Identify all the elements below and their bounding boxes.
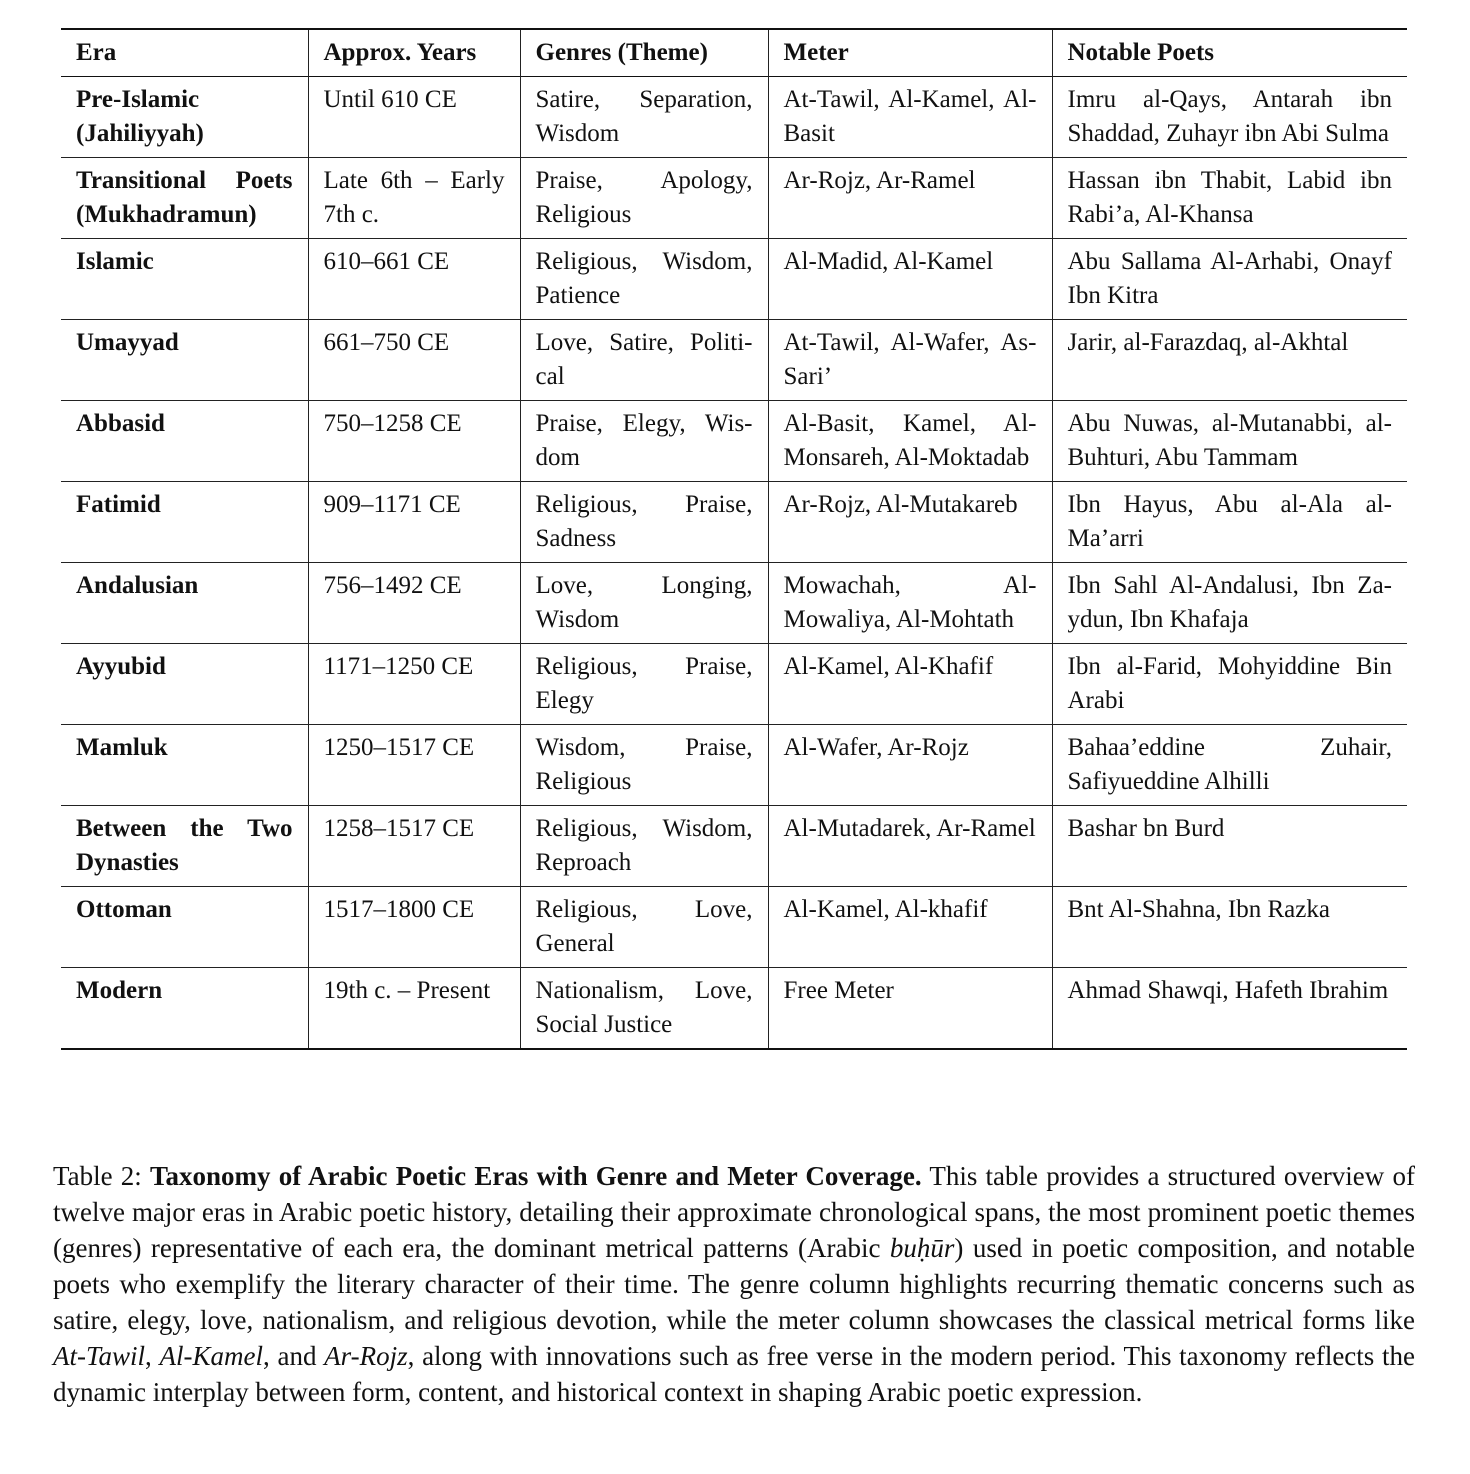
- era-cell: Ottoman: [76, 895, 172, 923]
- years-cell: 1517–1800 CE: [308, 886, 520, 967]
- poets-cell: Hassan ibn Thabit, Labid ibn Rabi’a, Al-Khansa: [1052, 157, 1407, 238]
- caption-text: This table provides a structured overview of twelve major eras in Arabic poetic history, detailing their approximate chronological spans, the most prominent poetic themes (genres) representative of each era, the dominant metrical patterns (Arabic: [53, 1161, 1415, 1263]
- table-row: [61, 76, 1407, 157]
- genres-cell: Religious, Wisdom, Patience: [520, 238, 768, 319]
- poets-cell: Ibn al-Farid, Mohyiddine Bin Arabi: [1052, 643, 1407, 724]
- poets-cell: Bashar bn Burd: [1052, 805, 1407, 886]
- table-row: [61, 481, 1407, 562]
- poets-cell: Ahmad Shawqi, Hafeth Ibrahim: [1052, 967, 1407, 1049]
- genres-cell: Nationalism, Love, Social Justice: [520, 967, 768, 1049]
- table-caption: [53, 1158, 1415, 1410]
- years-cell: 610–661 CE: [308, 238, 520, 319]
- poetic-eras-table-container: [61, 28, 1407, 1050]
- table-row: [61, 724, 1407, 805]
- genres-cell: Religious, Love, General: [520, 886, 768, 967]
- table-row: [61, 562, 1407, 643]
- genres-cell: Satire, Separation, Wisdom: [520, 76, 768, 157]
- caption-term: buḥūr: [889, 1233, 955, 1263]
- poets-cell: Imru al-Qays, Antarah ibn Shaddad, Zuhayr ibn Abi Sulma: [1052, 76, 1407, 157]
- genres-cell: Praise, Apology, Religious: [520, 157, 768, 238]
- caption-separator: , and: [263, 1341, 325, 1371]
- era-cell: Transitional Poets (Mukhadramun): [76, 166, 293, 228]
- era-cell: Pre-Islamic (Jahiliyyah): [76, 85, 204, 147]
- poets-cell: Abu Sallama Al-Arhabi, Onayf Ibn Kitra: [1052, 238, 1407, 319]
- header-years: Approx. Years: [308, 29, 520, 76]
- table-row: [61, 319, 1407, 400]
- meter-cell: Al-Basit, Kamel, Al-Monsareh, Al-Moktadab: [768, 400, 1052, 481]
- caption-label: Table 2:: [53, 1161, 142, 1191]
- genres-cell: Wisdom, Praise, Religious: [520, 724, 768, 805]
- meter-cell: Al-Madid, Al-Kamel: [768, 238, 1052, 319]
- poets-cell: Ibn Sahl Al-Andalusi, Ibn Zaydun, Ibn Khafaja: [1052, 562, 1407, 643]
- meter-cell: Al-Wafer, Ar-Rojz: [768, 724, 1052, 805]
- table-header: [61, 29, 1407, 76]
- table-body: [61, 76, 1407, 1049]
- years-cell: 750–1258 CE: [308, 400, 520, 481]
- genres-cell: Praise, Elegy, Wisdom: [520, 400, 768, 481]
- caption-term: At-Tawil: [53, 1341, 146, 1371]
- caption-separator: ,: [145, 1341, 160, 1371]
- poets-cell: Abu Nuwas, al-Mutanabbi, al-Buhturi, Abu Tammam: [1052, 400, 1407, 481]
- era-cell: Umayyad: [76, 328, 179, 356]
- caption-text: ) used in poetic composition, and notable poets who exemplify the literary character of their time. The genre column highlights recurring thematic concerns such as satire, elegy, love, nationalism, and religious devotion, while the meter column showcases the classical metrical forms like: [53, 1233, 1416, 1335]
- era-cell: Islamic: [76, 247, 154, 275]
- meter-cell: Ar-Rojz, Al-Mutakareb: [768, 481, 1052, 562]
- era-cell: Ayyubid: [76, 652, 166, 680]
- meter-cell: Al-Mutadarek, Ar-Ramel: [768, 805, 1052, 886]
- table-row: [61, 886, 1407, 967]
- header-era: Era: [76, 39, 117, 66]
- meter-cell: Al-Kamel, Al-khafif: [768, 886, 1052, 967]
- meter-cell: At-Tawil, Al-Kamel, Al-Basit: [768, 76, 1052, 157]
- era-cell: Fatimid: [76, 490, 161, 518]
- poets-cell: Bahaa’eddine Zuhair, Safiyueddine Alhilli: [1052, 724, 1407, 805]
- poets-cell: Ibn Hayus, Abu al-Ala al-Ma’arri: [1052, 481, 1407, 562]
- era-cell: Abbasid: [76, 409, 165, 437]
- caption-term: Al-Kamel: [159, 1341, 263, 1371]
- years-cell: 1250–1517 CE: [308, 724, 520, 805]
- caption-term: Ar-Rojz: [324, 1341, 408, 1371]
- genres-cell: Love, Longing, Wisdom: [520, 562, 768, 643]
- caption-text: , along with innovations such as free verse in the modern period. This taxonomy reflects the dynamic interplay between form, content, and historical context in shaping Arabic poetic expression.: [53, 1341, 1415, 1407]
- years-cell: Late 6th – Early 7th c.: [308, 157, 520, 238]
- years-cell: 1258–1517 CE: [308, 805, 520, 886]
- meter-cell: Ar-Rojz, Ar-Ramel: [768, 157, 1052, 238]
- genres-cell: Religious, Praise, Elegy: [520, 643, 768, 724]
- era-cell: Andalusian: [76, 571, 199, 599]
- genres-cell: Religious, Wisdom, Reproach: [520, 805, 768, 886]
- years-cell: 661–750 CE: [308, 319, 520, 400]
- years-cell: 756–1492 CE: [308, 562, 520, 643]
- table-row: [61, 643, 1407, 724]
- meter-cell: At-Tawil, Al-Wafer, As-Sari’: [768, 319, 1052, 400]
- meter-cell: Mowachah, Al-Mowaliya, Al-Mohtath: [768, 562, 1052, 643]
- years-cell: 1171–1250 CE: [308, 643, 520, 724]
- header-genres: Genres (Theme): [520, 29, 768, 76]
- genres-cell: Religious, Praise, Sadness: [520, 481, 768, 562]
- table-row: [61, 157, 1407, 238]
- years-cell: 909–1171 CE: [308, 481, 520, 562]
- era-cell: Mamluk: [76, 733, 168, 761]
- poets-cell: Jarir, al-Farazdaq, al-Akhtal: [1052, 319, 1407, 400]
- poetic-eras-table: [61, 28, 1407, 1050]
- meter-cell: Free Meter: [768, 967, 1052, 1049]
- era-cell: Between the Two Dynasties: [76, 814, 293, 876]
- poets-cell: Bnt Al-Shahna, Ibn Razka: [1052, 886, 1407, 967]
- table-row: [61, 805, 1407, 886]
- table-row: [61, 238, 1407, 319]
- header-poets: Notable Poets: [1052, 29, 1407, 76]
- table-row: [61, 967, 1407, 1049]
- years-cell: Until 610 CE: [308, 76, 520, 157]
- caption-title: Taxonomy of Arabic Poetic Eras with Genre and Meter Coverage.: [150, 1161, 922, 1191]
- header-meter: Meter: [768, 29, 1052, 76]
- meter-cell: Al-Kamel, Al-Khafif: [768, 643, 1052, 724]
- genres-cell: Love, Satire, Political: [520, 319, 768, 400]
- era-cell: Modern: [76, 976, 163, 1004]
- years-cell: 19th c. – Present: [308, 967, 520, 1049]
- header-row: [61, 29, 1407, 76]
- table-row: [61, 400, 1407, 481]
